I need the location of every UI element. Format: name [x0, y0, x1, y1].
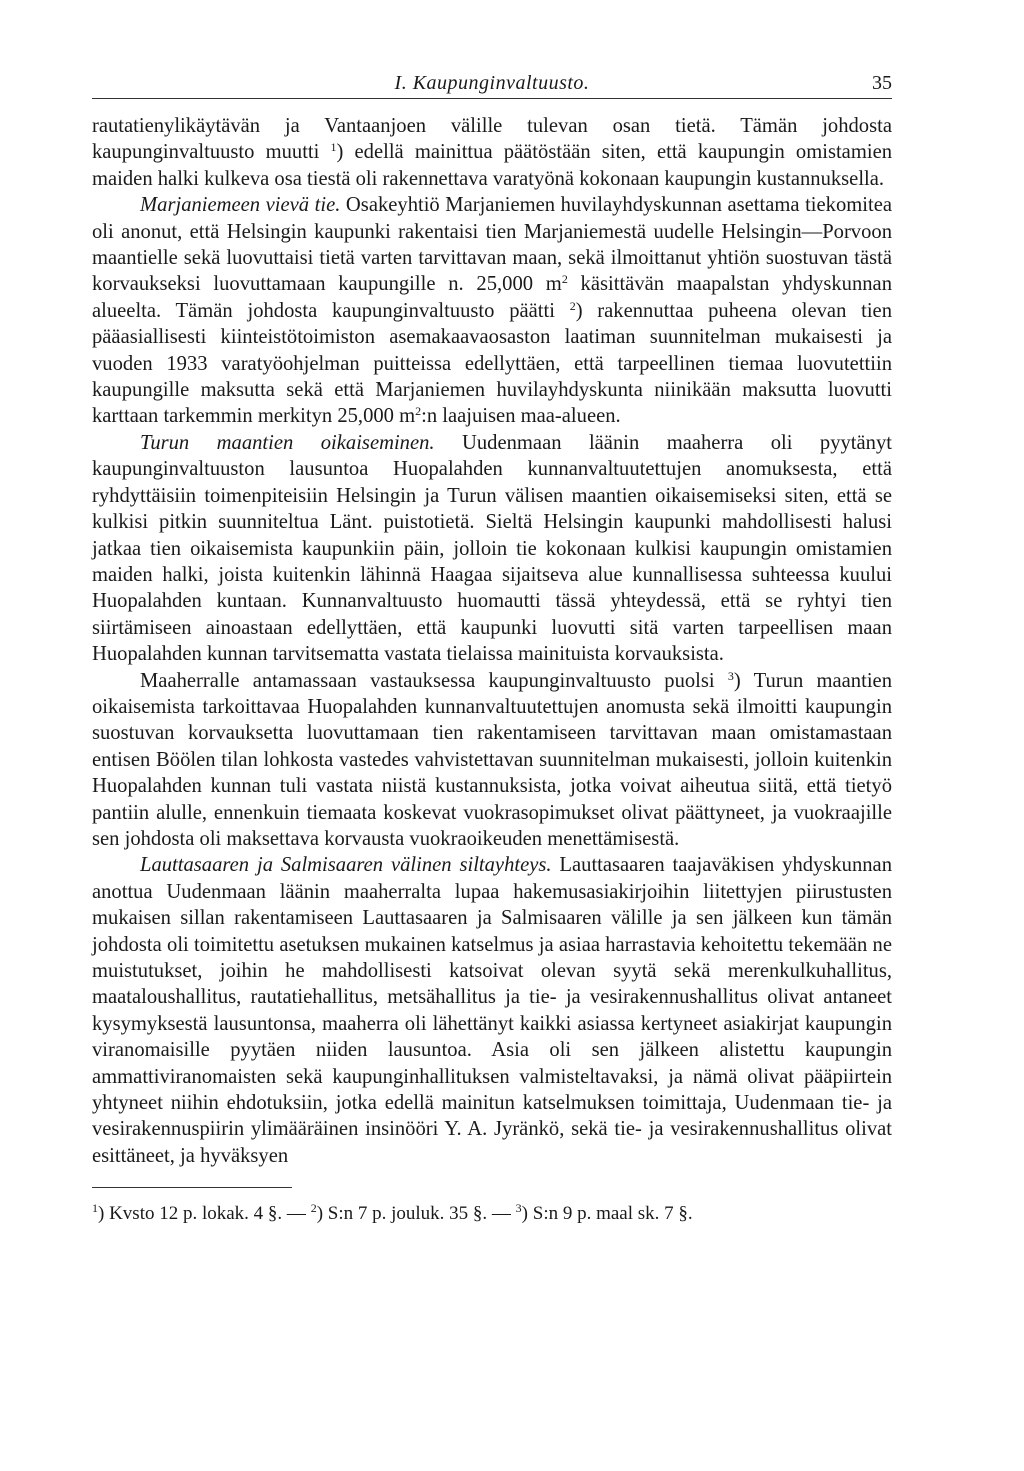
superscript: 2 [415, 404, 422, 419]
paragraph-text: Maaherralle antamassaan vastauksessa kaupunginvaltuusto puolsi [140, 669, 728, 692]
footnote-ref: 1 [330, 140, 337, 155]
page-number: 35 [872, 72, 892, 94]
paragraph-text: käsittävän maapalstan yhdyskunnan alueelta. Tämän johdosta kaupunginvaltuusto päätti [92, 273, 892, 322]
paragraph-2 [92, 192, 892, 430]
paragraph-5 [92, 852, 892, 1169]
running-title: I. Kaupunginvaltuusto. [394, 72, 590, 94]
superscript: 2 [561, 272, 568, 287]
footnote-text: ) Kvsto 12 p. lokak. 4 §. — [98, 1203, 311, 1225]
paragraph-text: ) rakennuttaa puheena olevan tien pääasiallisesti kiinteistötoimiston asemakaavaosaston laatiman suunnitelman mukaisesti ja vuoden 1933 varatyöohjelman puitteissa edellyttäen, että tarpeellinen tiemaa luovutettiin kaupungille maksutta sekä että Marjaniemen huvilayhdyskunta niinikään maksutta luovutti karttaan tarkemmin merkityn 25,000 m [92, 299, 892, 428]
footnote-text: ) S:n 9 p. maal sk. 7 §. [521, 1203, 693, 1225]
paragraph-text: rautatienylikäytävän ja Vantaanjoen välille tulevan osan tietä. Tämän johdosta kaupunginvaltuusto muutti [92, 115, 892, 164]
footnote-ref: 3 [727, 668, 734, 683]
paragraph-text: ) edellä mainittua päätöstään siten, että kaupungin omistamien maiden halki kulkeva osa tiestä oli rakennettava varatyönä kokonaan kaupungin kustannuksella. [92, 141, 893, 190]
paragraph-4 [92, 668, 892, 853]
paragraph-text: Osakeyhtiö Marjaniemen huvilayhdyskunnan asettama tiekomitea oli anonut, että Helsingin kaupunki rakentaisi tien Marjaniemestä uudelle Helsingin—Porvoon maantielle sekä luovuttaisi tietä varten tarvittavan maan, sekä ilmoittanut yhtiön suostuvan tästä korvaukseksi luovuttamaan kaupungille n. 25,000 m [92, 194, 892, 296]
paragraph-text: Uudenmaan läänin maaherra oli pyytänyt kaupunginvaltuuston lausuntoa Huopalahden kunnanvaltuutettujen anomuksesta, että ryhdyttäisiin toimenpiteisiin Helsingin ja Turun välisen maantien oikaisemiseksi siten, että se kulkisi pitkin suunniteltua Länt. puistotietä. Sieltä Helsingin kaupunki mahdollisesti halusi jatkaa tien oikaisemista kaupunkiin päin, jolloin tie kokonaan kulkisi kaupungin omistamien maiden halki, joista kuitenkin lähinnä Haagaa sijaitseva alue kunnallisessa suhteessa kuului Huopalahden kuntaan. Kunnanvaltuusto huomautti tässä yhteydessä, että se ryhtyi tien siirtämiseen ainoastaan edellyttäen, että kaupunki luovutti sitä varten tarpeellisen maan Huopalahden kunnan tarvitsematta vastata tielaissa mainituista korvauksista. [92, 431, 892, 666]
paragraph-text: Lauttasaaren taajaväkisen yhdyskunnan anottua Uudenmaan läänin maaherralta lupaa hakemusasiakirjoihin liitettyjen piirustusten mukaisen sillan rakentamiseen Lauttasaaren ja Salmisaaren välille ja sen jälkeen kun tämän johdosta oli toimitettu asetuksen mukainen katselmus ja asiaa harrastavia kehoitettu tekemään ne muistutukset, joihin he mahdollisesti katsoivat olevan syytä sekä merenkulkuhallitus, maataloushallitus, rautatiehallitus, metsähallitus ja tie- ja vesirakennushallitus olivat antaneet kysymyksestä lausuntonsa, maaherra oli lähettänyt kaikki asiassa kertyneet asiakirjat kaupungin viranomaisille pyytäen niiden lausuntoa. Asia oli sen jälkeen alistettu kaupungin ammattiviranomaisten sekä kaupunginhallituksen valmisteltavaksi, ja nämä olivat pääpiirtein yhtyneet niihin ehdotuksiin, jotka edellä mainitun katselmuksen toimittaja, Uudenmaan tie- ja vesirakennuspiirin ylimääräinen insinööri Y. A. Jyränkö, sekä tie- ja vesirakennushallitus olivat esittäneet, ja hyväksyen [92, 854, 892, 1167]
paragraph-text: :n laajuisen maa-alueen. [421, 405, 621, 428]
footnote-number: 2 [310, 1201, 317, 1216]
footnote-text: ) S:n 7 p. jouluk. 35 §. — [316, 1203, 516, 1225]
document-page [92, 66, 892, 1226]
paragraph-1 [92, 113, 892, 192]
running-header [92, 66, 892, 99]
footnote-divider [92, 1187, 292, 1188]
footnote-number: 3 [515, 1201, 522, 1216]
section-heading: Turun maantien oikaiseminen. [140, 431, 435, 454]
body-text [92, 113, 892, 1169]
paragraph-text: ) Turun maantien oikaisemista tarkoittavaa Huopalahden kunnanvaltuutettujen anomusta sekä ilmoitti kaupungin suostuvan korvauksetta luovuttamaan tien rakentamiseen tarvittavan maan omistamastaan entisen Böölen tilan lohkosta vastedes vahvistettavan suunnitelman mukaisesti, jolloin kuitenkin Huopalahden kunnan tuli vastata niistä kustannuksista, jotka voivat aiheutua siitä, että tietyö pantiin alulle, ennenkuin tiemaata koskevat vuokrasopimukset olivat päättyneet, ja vuokraajille sen johdosta oli maksettava korvausta vuokraoikeuden menettämisestä. [92, 669, 892, 850]
footnote-ref: 2 [569, 298, 576, 313]
footnote-number: 1 [92, 1201, 98, 1216]
section-heading: Marjaniemeen vievä tie. [140, 194, 341, 217]
section-heading: Lauttasaaren ja Salmisaaren välinen siltayhteys. [140, 854, 552, 877]
paragraph-3 [92, 430, 892, 668]
footnotes [92, 1202, 892, 1226]
